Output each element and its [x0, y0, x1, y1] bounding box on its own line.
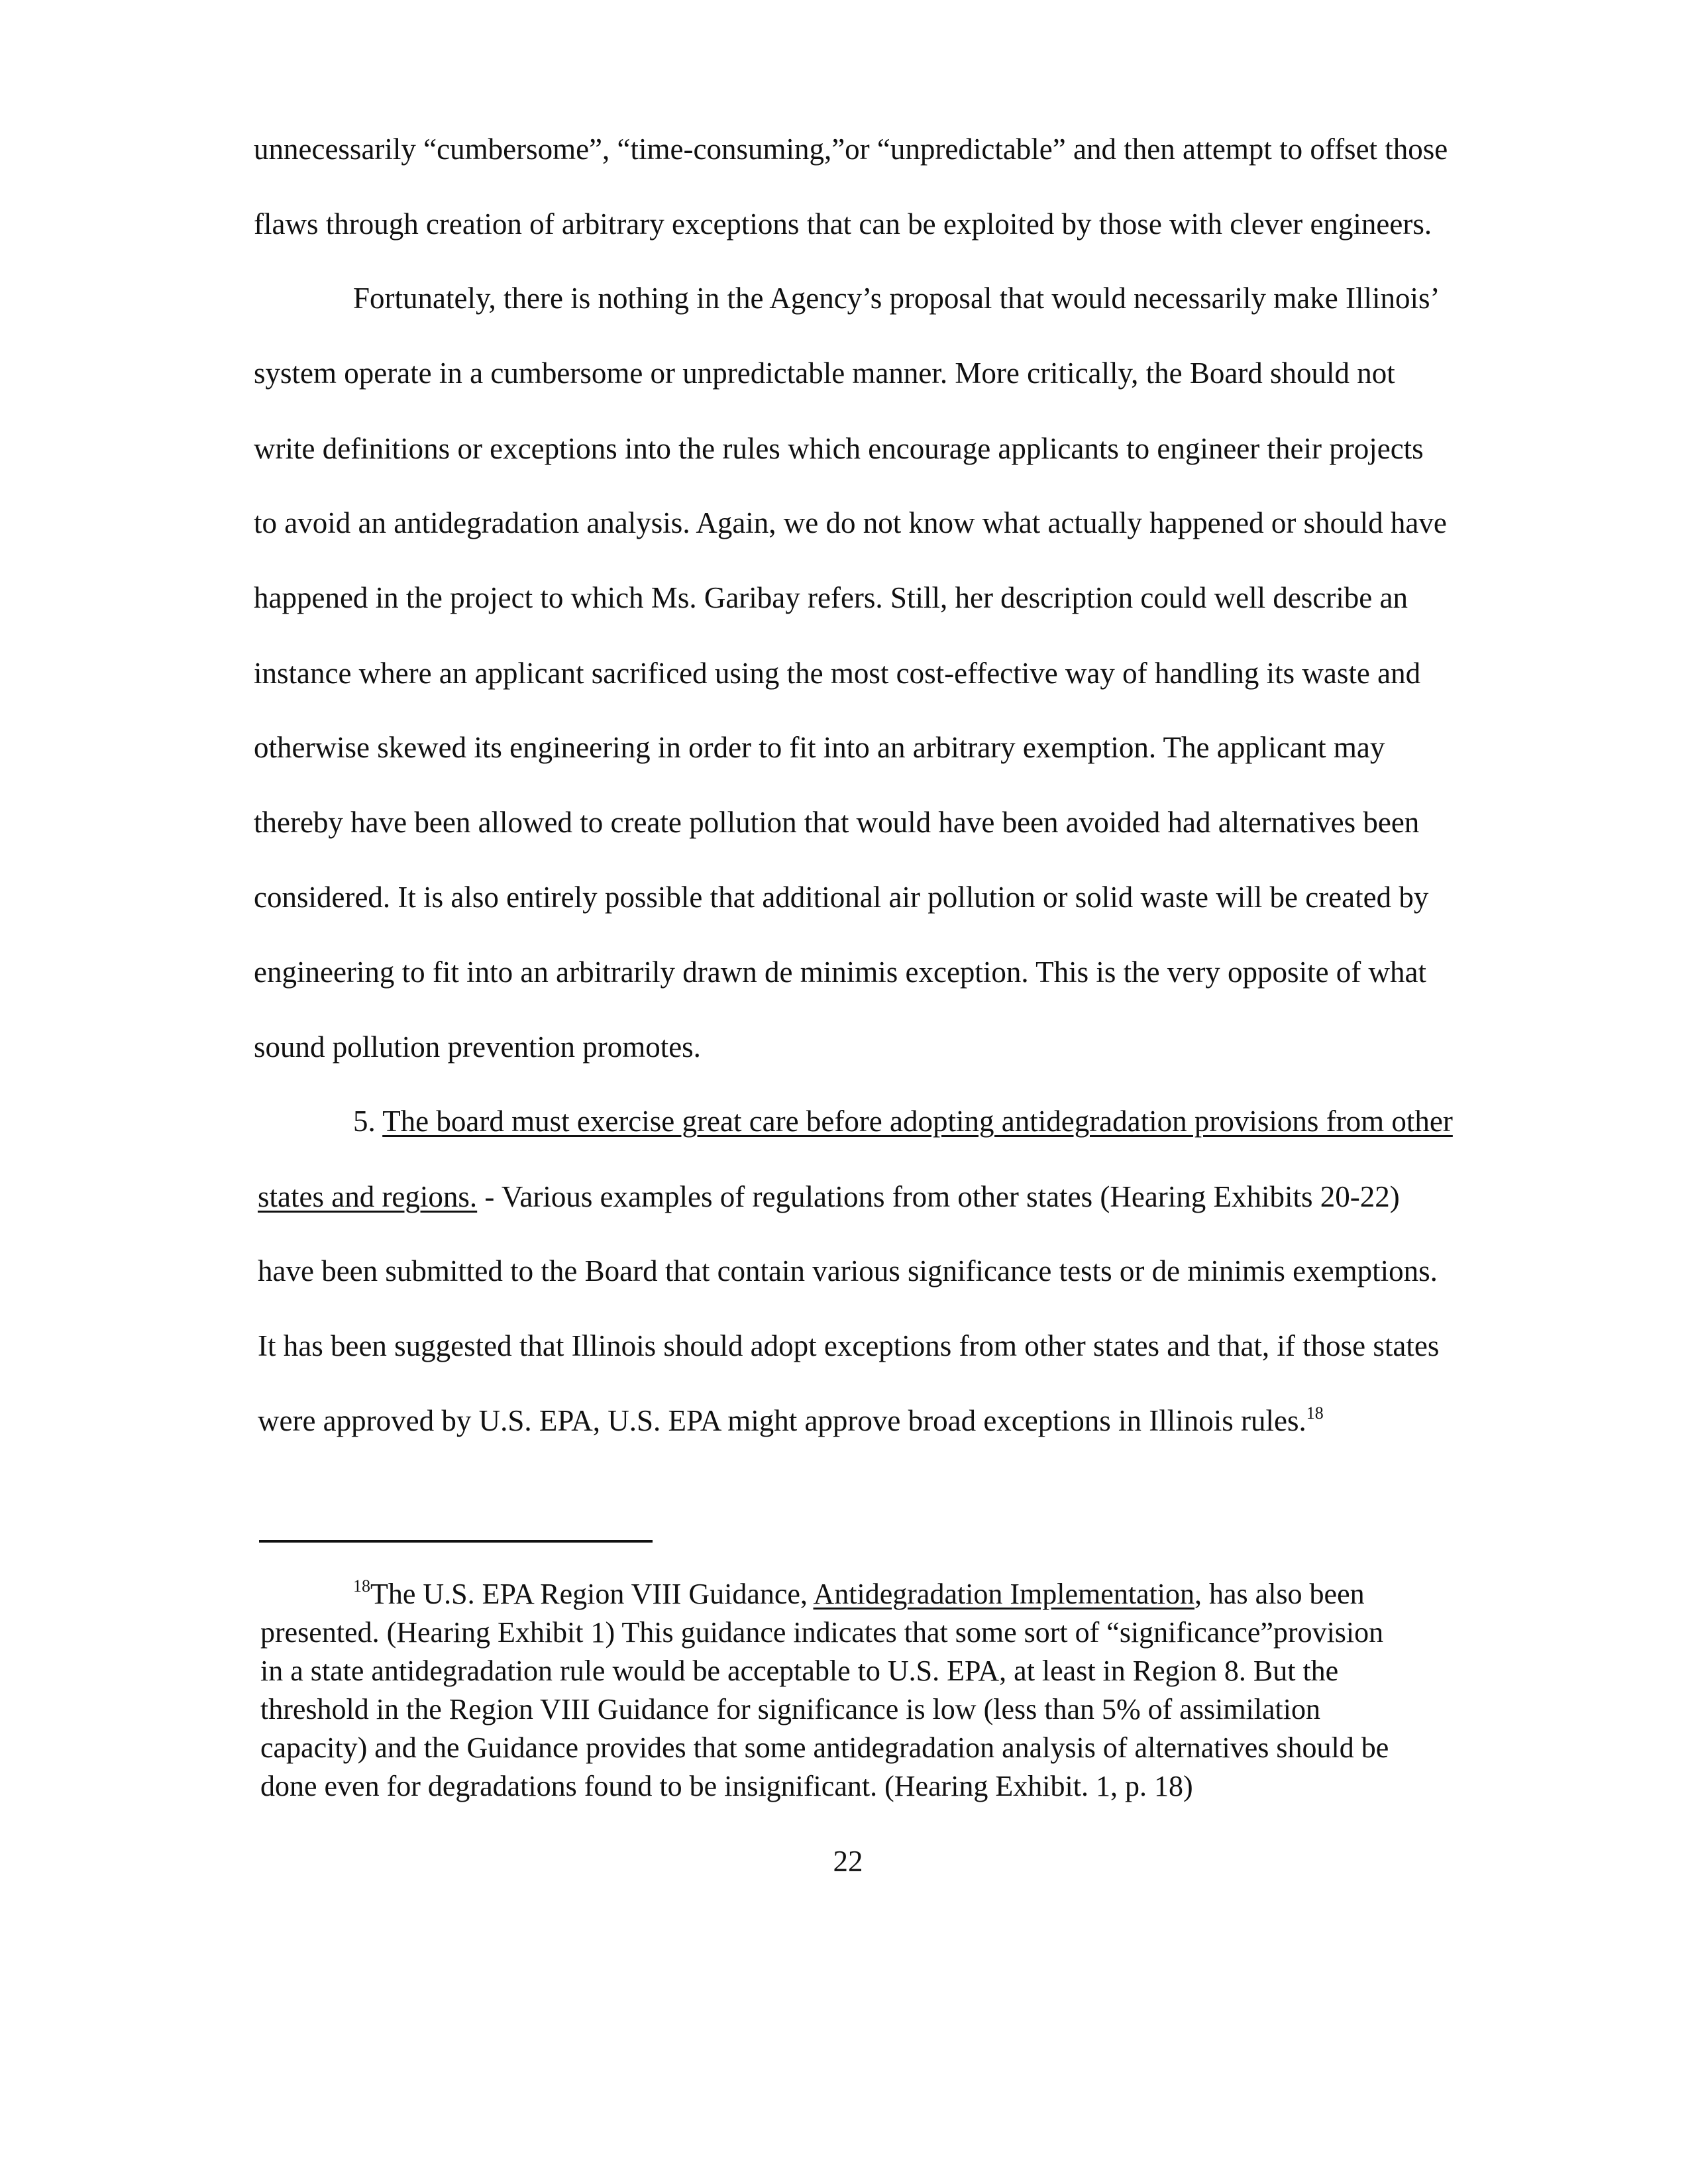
body-line: instance where an applicant sacrificed using the most cost-effective way of handling its waste and	[254, 657, 1421, 690]
section-heading: The board must exercise great care before adopting antidegradation provisions from other	[382, 1105, 1453, 1138]
footnote-line: capacity) and the Guidance provides that some antidegradation analysis of alternatives should be	[260, 1731, 1389, 1764]
footnote-line: in a state antidegradation rule would be acceptable to U.S. EPA, at least in Region 8. But the	[260, 1655, 1339, 1687]
footnote-line: presented. (Hearing Exhibit 1) This guidance indicates that some sort of “significance”provision	[260, 1616, 1384, 1649]
section-line: have been submitted to the Board that contain various significance tests or de minimis exemptions.	[258, 1254, 1438, 1287]
section-line: were approved by U.S. EPA, U.S. EPA might approve broad exceptions in Illinois rules.$^{18}$	[258, 1403, 1324, 1437]
body-line: write definitions or exceptions into the rules which encourage applicants to engineer their projects	[254, 432, 1424, 465]
body-line: otherwise skewed its engineering in order to fit into an arbitrary exemption. The applicant may	[254, 731, 1385, 764]
section-heading-continued: states and regions.	[258, 1180, 478, 1213]
body-line: considered. It is also entirely possible that additional air pollution or solid waste will be created by	[254, 881, 1429, 914]
body-line: thereby have been allowed to create pollution that would have been avoided had alternatives been	[254, 806, 1420, 839]
section-heading-line	[353, 1103, 1453, 1139]
body-line: Fortunately, there is nothing in the Agency’s proposal that would necessarily make Illinois’	[353, 282, 1440, 315]
body-line: sound pollution prevention promotes.	[254, 1030, 701, 1064]
body-line: to avoid an antidegradation analysis. Again, we do not know what actually happened or should have	[254, 506, 1447, 539]
footnote-reference: 18	[1306, 1403, 1324, 1423]
footnote-line: done even for degradations found to be insignificant. (Hearing Exhibit. 1, p. 18)	[260, 1770, 1193, 1802]
footnote-divider	[259, 1540, 653, 1543]
section-line: states and regions. - Various examples of regulations from other states (Hearing Exhibits 20-22)	[258, 1180, 1400, 1213]
page-number: 22	[833, 1845, 863, 1878]
body-line: engineering to fit into an arbitrarily drawn de minimis exception. This is the very opposite of what	[254, 956, 1427, 989]
footnote-cited-title: Antidegradation Implementation	[813, 1578, 1195, 1610]
body-line: flaws through creation of arbitrary exceptions that can be exploited by those with clever engineers.	[254, 207, 1432, 241]
body-line: unnecessarily “cumbersome”, “time-consuming,”or “unpredictable” and then attempt to offset those	[254, 133, 1448, 166]
section-number: 5.	[353, 1105, 383, 1138]
body-line: system operate in a cumbersome or unpredictable manner. More critically, the Board should not	[254, 356, 1395, 390]
footnote-line: $^{18}$The U.S. EPA Region VIII Guidance, Antidegradation Implementation, has also been	[353, 1576, 1365, 1610]
footnote-line: threshold in the Region VIII Guidance for significance is low (less than 5% of assimilation	[260, 1693, 1320, 1725]
body-line: happened in the project to which Ms. Garibay refers. Still, her description could well describe an	[254, 581, 1408, 614]
footnote-marker: 18	[353, 1576, 370, 1596]
section-line: It has been suggested that Illinois should adopt exceptions from other states and that, if those states	[258, 1329, 1440, 1362]
